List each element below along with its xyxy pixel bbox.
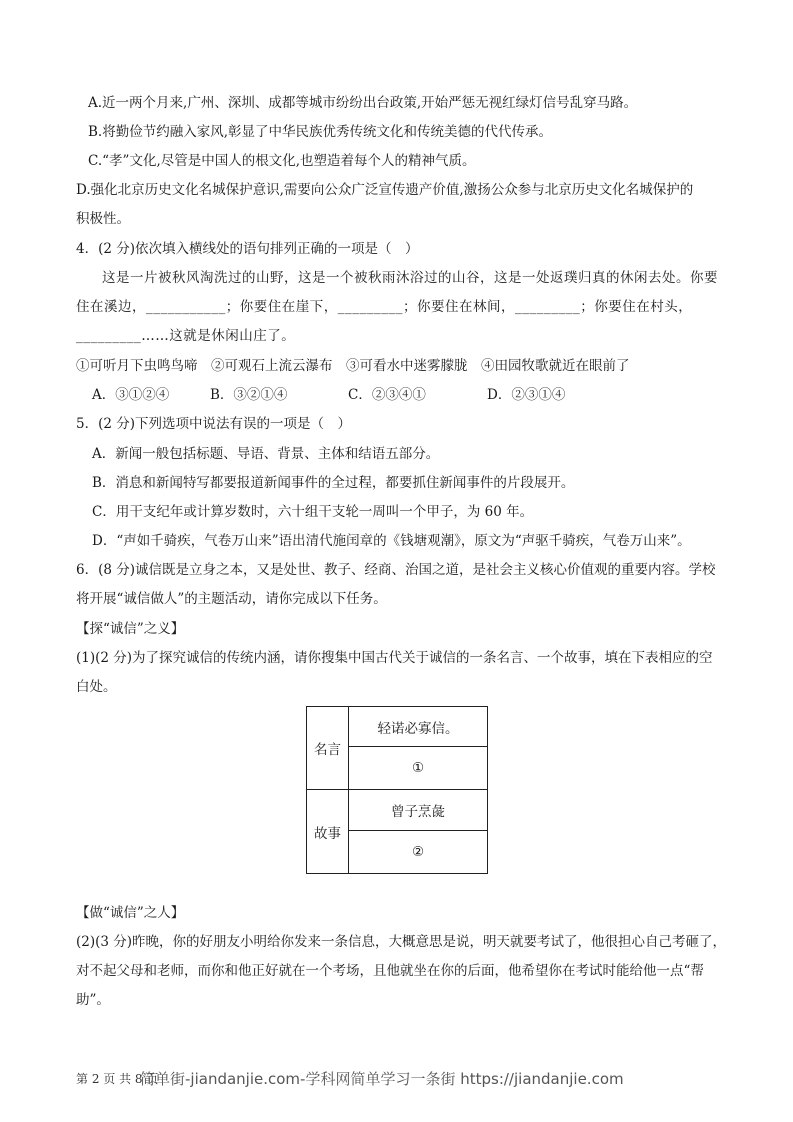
q6-section-explore: 【探“诚信”之义】 — [76, 621, 185, 637]
q3-option-d-line2: 积极性。 — [76, 211, 130, 227]
q6-section-practice: 【做“诚信”之人】 — [76, 905, 185, 921]
q6-sub1-line2: 白处。 — [76, 679, 117, 695]
q4-passage-line1: 这是一片被秋风淘洗过的山野，这是一个被秋雨沐浴过的山谷，这是一处返璞归真的休闲去处。你要 — [102, 270, 718, 286]
q6-sub2-line1: (2)(3 分)昨晚，你的好朋友小明给你发来一条信息，大概意思是说，明天就要考试了，他很担心自己考砸了， — [76, 934, 727, 950]
q5-stem: 5．(2 分)下列选项中说法有误的一项是（ ） — [76, 416, 352, 432]
q5-option-c: C．用干支纪年或计算岁数时，六十组干支轮一周叫一个甲子，为 60 年。 — [92, 504, 534, 520]
q3-option-b: B.将勤俭节约融入家风,彰显了中华民族优秀传统文化和传统美德的代代传承。 — [88, 124, 553, 140]
q6-stem-line2: 将开展“诚信做人”的主题活动，请你完成以下任务。 — [76, 591, 387, 607]
q4-option-a: A．③①②④ — [92, 387, 170, 403]
table-cell-quote-1: 轻诺必寡信。 — [349, 707, 488, 747]
table-cell-quote-2: ① — [349, 747, 488, 790]
q4-option-b: B．③②①④ — [210, 387, 288, 403]
q3-option-d-line1: D.强化北京历史文化名城保护意识,需要向公众广泛宣传遗产价值,激扬公众参与北京历史文化名城保护的 — [76, 182, 694, 198]
q4-stem: 4．(2 分)依次填入横线处的语句排列正确的一项是（ ） — [76, 241, 419, 257]
q5-option-d: D．“声如千骑疾，气卷万山来”语出清代施闰章的《钱塘观潮》，原文为“声驱千骑疾，气卷万山来”。 — [92, 533, 691, 549]
q5-option-b: B．消息和新闻特写都要报道新闻事件的全过程，都要抓住新闻事件的片段展开。 — [92, 475, 575, 491]
table-cell-story-2: ② — [349, 831, 488, 874]
q4-choices: ①可听月下虫鸣鸟啼 ②可观石上流云瀑布 ③可看水中迷雾朦胧 ④田园牧歌就近在眼前了 — [76, 358, 630, 374]
q3-option-a: A.近一两个月来,广州、深圳、成都等城市纷纷出台政策,开始严惩无视红绿灯信号乱穿马路。 — [88, 95, 638, 111]
q5-option-a: A．新闻一般包括标题、导语、背景、主体和结语五部分。 — [92, 446, 440, 462]
q4-passage-line2: 住在溪边，___________；你要住在崖下，_________；你要住在林间，_________；你要住在村头， — [76, 299, 693, 315]
table-label-quote: 名言 — [307, 707, 349, 790]
q6-sub1-line1: (1)(2 分)为了探究诚信的传统内涵，请你搜集中国古代关于诚信的一条名言、一个故事，填在下表相应的空 — [76, 650, 713, 666]
q3-option-c: C.“孝”文化,尽管是中国人的根文化,也塑造着每个人的精神气质。 — [88, 153, 476, 169]
q4-option-d: D．②③①④ — [487, 387, 566, 403]
q6-sub2-line2: 对不起父母和老师，而你和他正好就在一个考场，且他就坐在你的后面，他希望你在考试时能给他一点“帮 — [76, 963, 704, 979]
q6-sub2-line3: 助”。 — [76, 992, 110, 1008]
integrity-table — [306, 706, 488, 874]
page-number: 第 2 页 共 8 页 — [76, 1072, 159, 1086]
q4-option-c: C．②③④① — [348, 387, 426, 403]
q6-stem-line1: 6．(8 分)诚信既是立身之本，又是处世、教子、经商、治国之道，是社会主义核心价值观的重要内容。学校 — [76, 562, 716, 578]
watermark: 简单街-jiandanjie.com-学科网简单学习一条街 https://jiandanjie.com — [140, 1070, 624, 1088]
q4-passage-line3: _________……这就是休闲山庄了。 — [76, 328, 296, 344]
table-cell-story-1: 曾子烹彘 — [349, 790, 488, 831]
table-label-story: 故事 — [307, 790, 349, 874]
